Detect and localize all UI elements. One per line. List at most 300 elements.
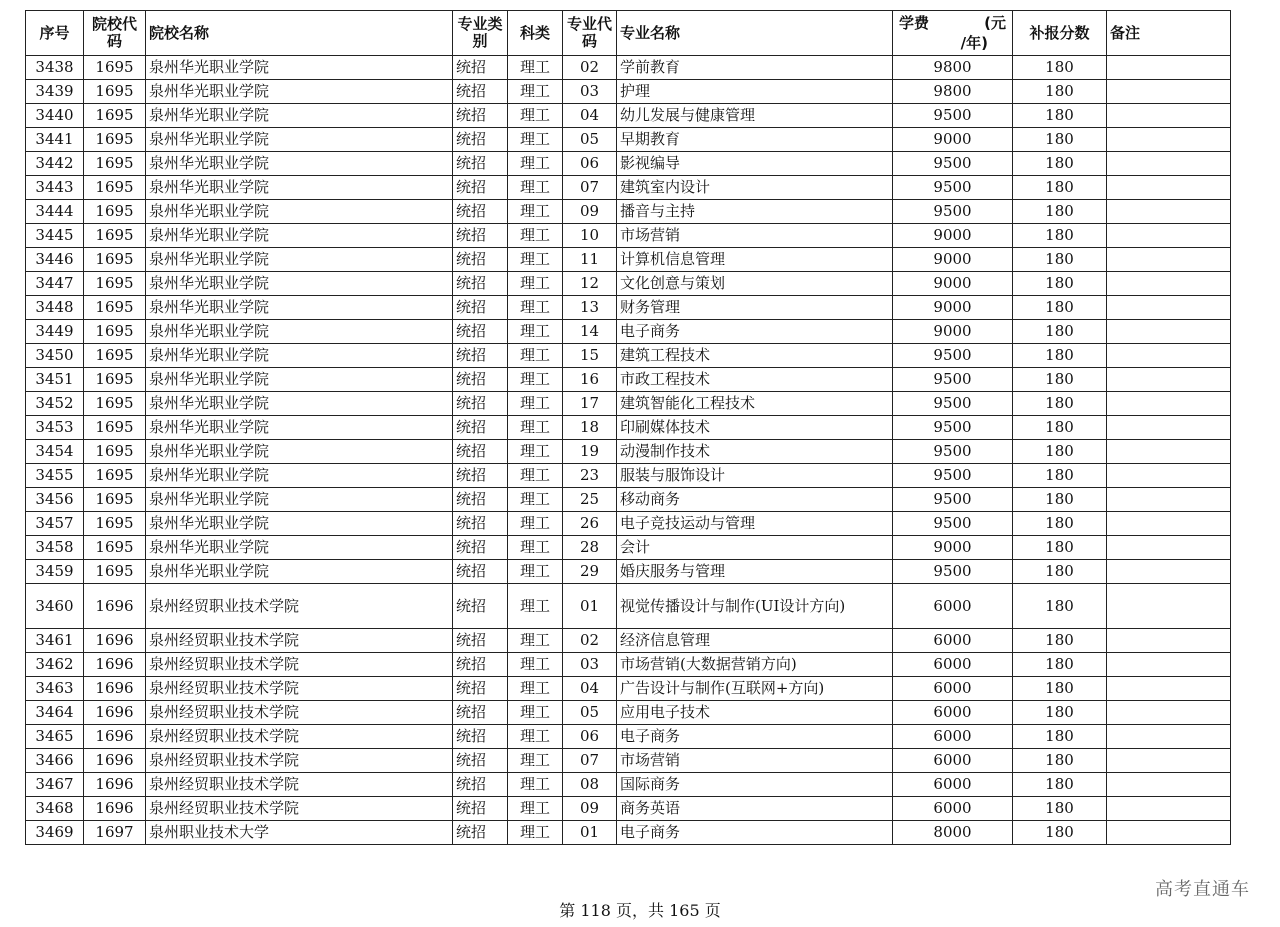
cell-remark: [1107, 488, 1231, 512]
cell-score: 180: [1013, 320, 1107, 344]
cell-subject: 理工: [508, 152, 563, 176]
cell-major-type: 统招: [453, 368, 508, 392]
cell-fee: 6000: [893, 797, 1013, 821]
cell-remark: [1107, 344, 1231, 368]
cell-major-code: 13: [563, 296, 617, 320]
cell-score: 180: [1013, 128, 1107, 152]
table-row: [26, 797, 1231, 821]
cell-major-code: 05: [563, 128, 617, 152]
cell-remark: [1107, 701, 1231, 725]
table-row: [26, 440, 1231, 464]
cell-major-name: 印刷媒体技术: [617, 416, 893, 440]
cell-remark: [1107, 248, 1231, 272]
cell-score: 180: [1013, 488, 1107, 512]
cell-fee: 9000: [893, 296, 1013, 320]
cell-major-type: 统招: [453, 584, 508, 629]
cell-school-code: 1696: [84, 629, 146, 653]
cell-fee: 9800: [893, 56, 1013, 80]
cell-major-code: 17: [563, 392, 617, 416]
cell-subject: 理工: [508, 344, 563, 368]
cell-fee: 9800: [893, 80, 1013, 104]
cell-subject: 理工: [508, 653, 563, 677]
cell-major-code: 23: [563, 464, 617, 488]
cell-school-name: 泉州华光职业学院: [146, 80, 453, 104]
cell-remark: [1107, 176, 1231, 200]
cell-major-code: 19: [563, 440, 617, 464]
cell-school-code: 1695: [84, 128, 146, 152]
cell-remark: [1107, 416, 1231, 440]
cell-seq: 3454: [26, 440, 84, 464]
cell-score: 180: [1013, 512, 1107, 536]
cell-fee: 9500: [893, 416, 1013, 440]
cell-major-type: 统招: [453, 56, 508, 80]
cell-major-name: 建筑智能化工程技术: [617, 392, 893, 416]
table-row: [26, 344, 1231, 368]
cell-score: 180: [1013, 104, 1107, 128]
table-row: [26, 725, 1231, 749]
table-row: [26, 416, 1231, 440]
cell-seq: 3441: [26, 128, 84, 152]
cell-school-code: 1695: [84, 560, 146, 584]
table-header-row: [26, 11, 1231, 56]
cell-score: 180: [1013, 344, 1107, 368]
cell-seq: 3453: [26, 416, 84, 440]
cell-seq: 3466: [26, 749, 84, 773]
cell-major-name: 幼儿发展与健康管理: [617, 104, 893, 128]
cell-major-type: 统招: [453, 224, 508, 248]
cell-school-name: 泉州经贸职业技术学院: [146, 653, 453, 677]
cell-school-name: 泉州华光职业学院: [146, 320, 453, 344]
cell-score: 180: [1013, 248, 1107, 272]
cell-fee: 9500: [893, 104, 1013, 128]
cell-school-code: 1695: [84, 248, 146, 272]
cell-major-name: 市场营销: [617, 749, 893, 773]
cell-major-code: 11: [563, 248, 617, 272]
cell-seq: 3465: [26, 725, 84, 749]
cell-seq: 3445: [26, 224, 84, 248]
cell-school-code: 1695: [84, 368, 146, 392]
cell-major-code: 16: [563, 368, 617, 392]
table-row: [26, 560, 1231, 584]
cell-major-type: 统招: [453, 821, 508, 845]
cell-remark: [1107, 821, 1231, 845]
cell-major-type: 统招: [453, 272, 508, 296]
cell-seq: 3450: [26, 344, 84, 368]
cell-major-name: 商务英语: [617, 797, 893, 821]
cell-subject: 理工: [508, 677, 563, 701]
cell-school-code: 1695: [84, 200, 146, 224]
cell-major-type: 统招: [453, 344, 508, 368]
cell-score: 180: [1013, 368, 1107, 392]
cell-school-code: 1695: [84, 296, 146, 320]
cell-fee: 9000: [893, 248, 1013, 272]
header-remark: 备注: [1107, 11, 1231, 56]
cell-subject: 理工: [508, 773, 563, 797]
admissions-table: [25, 10, 1231, 845]
table-row: [26, 272, 1231, 296]
cell-major-name: 学前教育: [617, 56, 893, 80]
cell-subject: 理工: [508, 701, 563, 725]
cell-subject: 理工: [508, 368, 563, 392]
cell-school-name: 泉州华光职业学院: [146, 416, 453, 440]
cell-subject: 理工: [508, 248, 563, 272]
cell-major-type: 统招: [453, 440, 508, 464]
cell-major-name: 服装与服饰设计: [617, 464, 893, 488]
table-row: [26, 296, 1231, 320]
cell-school-code: 1696: [84, 749, 146, 773]
cell-school-name: 泉州华光职业学院: [146, 56, 453, 80]
cell-school-name: 泉州华光职业学院: [146, 104, 453, 128]
cell-major-type: 统招: [453, 200, 508, 224]
cell-school-name: 泉州华光职业学院: [146, 224, 453, 248]
cell-major-name: 电子商务: [617, 320, 893, 344]
table-row: [26, 488, 1231, 512]
table-row: [26, 224, 1231, 248]
cell-subject: 理工: [508, 488, 563, 512]
cell-major-name: 电子商务: [617, 725, 893, 749]
cell-score: 180: [1013, 653, 1107, 677]
cell-remark: [1107, 512, 1231, 536]
cell-fee: 9500: [893, 560, 1013, 584]
cell-fee: 9500: [893, 344, 1013, 368]
cell-major-code: 26: [563, 512, 617, 536]
cell-major-type: 统招: [453, 629, 508, 653]
cell-school-name: 泉州经贸职业技术学院: [146, 701, 453, 725]
cell-seq: 3467: [26, 773, 84, 797]
cell-major-name: 影视编导: [617, 152, 893, 176]
cell-fee: 9500: [893, 488, 1013, 512]
cell-major-type: 统招: [453, 488, 508, 512]
cell-seq: 3461: [26, 629, 84, 653]
cell-school-code: 1695: [84, 320, 146, 344]
cell-score: 180: [1013, 749, 1107, 773]
cell-school-name: 泉州华光职业学院: [146, 368, 453, 392]
cell-major-name: 计算机信息管理: [617, 248, 893, 272]
table-row: [26, 80, 1231, 104]
cell-school-code: 1695: [84, 80, 146, 104]
cell-seq: 3443: [26, 176, 84, 200]
cell-subject: 理工: [508, 56, 563, 80]
header-fee-unit: (元: [984, 14, 1006, 32]
table-row: [26, 677, 1231, 701]
cell-fee: 9500: [893, 440, 1013, 464]
cell-score: 180: [1013, 80, 1107, 104]
cell-major-code: 02: [563, 629, 617, 653]
cell-major-code: 14: [563, 320, 617, 344]
cell-subject: 理工: [508, 224, 563, 248]
cell-score: 180: [1013, 560, 1107, 584]
cell-major-name: 会计: [617, 536, 893, 560]
cell-major-code: 04: [563, 677, 617, 701]
header-score: 补报分数: [1013, 11, 1107, 56]
cell-major-code: 28: [563, 536, 617, 560]
cell-school-name: 泉州经贸职业技术学院: [146, 677, 453, 701]
cell-seq: 3462: [26, 653, 84, 677]
cell-school-code: 1696: [84, 584, 146, 629]
cell-major-code: 29: [563, 560, 617, 584]
cell-major-type: 统招: [453, 653, 508, 677]
page-footer: 第 118 页，共 165 页: [559, 901, 721, 920]
cell-major-code: 15: [563, 344, 617, 368]
cell-seq: 3449: [26, 320, 84, 344]
header-seq: 序号: [26, 11, 84, 56]
cell-subject: 理工: [508, 320, 563, 344]
cell-seq: 3438: [26, 56, 84, 80]
cell-fee: 6000: [893, 653, 1013, 677]
cell-fee: 6000: [893, 701, 1013, 725]
cell-fee: 9500: [893, 152, 1013, 176]
cell-school-name: 泉州华光职业学院: [146, 272, 453, 296]
cell-major-type: 统招: [453, 104, 508, 128]
cell-school-code: 1696: [84, 677, 146, 701]
cell-remark: [1107, 653, 1231, 677]
cell-remark: [1107, 80, 1231, 104]
cell-score: 180: [1013, 200, 1107, 224]
table-row: [26, 512, 1231, 536]
cell-fee: 6000: [893, 725, 1013, 749]
cell-school-code: 1697: [84, 821, 146, 845]
cell-major-name: 国际商务: [617, 773, 893, 797]
cell-major-name: 移动商务: [617, 488, 893, 512]
cell-seq: 3458: [26, 536, 84, 560]
cell-school-name: 泉州华光职业学院: [146, 296, 453, 320]
cell-school-name: 泉州经贸职业技术学院: [146, 773, 453, 797]
cell-major-name: 电子商务: [617, 821, 893, 845]
header-major-type: 专业类别: [453, 11, 508, 56]
cell-remark: [1107, 152, 1231, 176]
cell-fee: 9000: [893, 224, 1013, 248]
cell-major-code: 25: [563, 488, 617, 512]
cell-subject: 理工: [508, 749, 563, 773]
cell-school-code: 1696: [84, 653, 146, 677]
cell-seq: 3455: [26, 464, 84, 488]
cell-school-code: 1695: [84, 440, 146, 464]
cell-seq: 3448: [26, 296, 84, 320]
cell-major-name: 市政工程技术: [617, 368, 893, 392]
cell-major-type: 统招: [453, 797, 508, 821]
cell-school-code: 1695: [84, 416, 146, 440]
table-row: [26, 701, 1231, 725]
cell-school-code: 1695: [84, 536, 146, 560]
cell-remark: [1107, 677, 1231, 701]
watermark: 高考直通车: [1155, 879, 1250, 900]
cell-major-name: 文化创意与策划: [617, 272, 893, 296]
table-row: [26, 56, 1231, 80]
cell-subject: 理工: [508, 416, 563, 440]
cell-subject: 理工: [508, 797, 563, 821]
cell-remark: [1107, 56, 1231, 80]
cell-school-code: 1695: [84, 56, 146, 80]
cell-remark: [1107, 128, 1231, 152]
cell-school-name: 泉州经贸职业技术学院: [146, 725, 453, 749]
cell-seq: 3439: [26, 80, 84, 104]
cell-remark: [1107, 749, 1231, 773]
cell-subject: 理工: [508, 104, 563, 128]
cell-major-type: 统招: [453, 512, 508, 536]
cell-school-name: 泉州华光职业学院: [146, 440, 453, 464]
cell-major-type: 统招: [453, 464, 508, 488]
cell-subject: 理工: [508, 296, 563, 320]
header-fee: [893, 11, 1013, 56]
table-row: [26, 248, 1231, 272]
cell-score: 180: [1013, 677, 1107, 701]
cell-score: 180: [1013, 773, 1107, 797]
cell-major-code: 12: [563, 272, 617, 296]
cell-major-type: 统招: [453, 773, 508, 797]
cell-remark: [1107, 296, 1231, 320]
cell-school-name: 泉州华光职业学院: [146, 392, 453, 416]
cell-school-name: 泉州华光职业学院: [146, 152, 453, 176]
cell-major-code: 10: [563, 224, 617, 248]
cell-fee: 9000: [893, 320, 1013, 344]
cell-major-type: 统招: [453, 701, 508, 725]
table-row: [26, 176, 1231, 200]
cell-score: 180: [1013, 629, 1107, 653]
cell-school-name: 泉州华光职业学院: [146, 488, 453, 512]
cell-subject: 理工: [508, 629, 563, 653]
cell-score: 180: [1013, 392, 1107, 416]
cell-major-type: 统招: [453, 392, 508, 416]
table-row: [26, 749, 1231, 773]
cell-school-code: 1696: [84, 797, 146, 821]
table-row: [26, 320, 1231, 344]
cell-remark: [1107, 725, 1231, 749]
header-school-name: 院校名称: [146, 11, 453, 56]
cell-school-name: 泉州华光职业学院: [146, 560, 453, 584]
cell-remark: [1107, 584, 1231, 629]
cell-score: 180: [1013, 821, 1107, 845]
table-row: [26, 629, 1231, 653]
cell-seq: 3469: [26, 821, 84, 845]
cell-school-code: 1696: [84, 773, 146, 797]
cell-major-name: 建筑室内设计: [617, 176, 893, 200]
cell-school-name: 泉州职业技术大学: [146, 821, 453, 845]
cell-score: 180: [1013, 584, 1107, 629]
cell-seq: 3464: [26, 701, 84, 725]
cell-seq: 3447: [26, 272, 84, 296]
cell-subject: 理工: [508, 272, 563, 296]
cell-major-code: 09: [563, 797, 617, 821]
cell-major-type: 统招: [453, 296, 508, 320]
cell-fee: 9500: [893, 464, 1013, 488]
cell-school-code: 1695: [84, 488, 146, 512]
table-row: [26, 773, 1231, 797]
cell-school-code: 1696: [84, 701, 146, 725]
cell-score: 180: [1013, 416, 1107, 440]
cell-school-code: 1695: [84, 152, 146, 176]
table-row: [26, 152, 1231, 176]
cell-school-name: 泉州华光职业学院: [146, 176, 453, 200]
cell-fee: 9000: [893, 272, 1013, 296]
cell-seq: 3444: [26, 200, 84, 224]
cell-school-name: 泉州华光职业学院: [146, 512, 453, 536]
cell-score: 180: [1013, 464, 1107, 488]
cell-major-name: 护理: [617, 80, 893, 104]
header-fee-label: 学费: [899, 14, 930, 32]
cell-major-code: 06: [563, 725, 617, 749]
cell-major-code: 01: [563, 821, 617, 845]
cell-subject: 理工: [508, 464, 563, 488]
cell-seq: 3460: [26, 584, 84, 629]
cell-seq: 3451: [26, 368, 84, 392]
cell-school-name: 泉州经贸职业技术学院: [146, 584, 453, 629]
cell-major-type: 统招: [453, 560, 508, 584]
cell-remark: [1107, 773, 1231, 797]
cell-school-name: 泉州华光职业学院: [146, 128, 453, 152]
cell-major-code: 03: [563, 653, 617, 677]
table-row: [26, 368, 1231, 392]
cell-seq: 3456: [26, 488, 84, 512]
cell-subject: 理工: [508, 200, 563, 224]
cell-subject: 理工: [508, 512, 563, 536]
cell-school-name: 泉州经贸职业技术学院: [146, 629, 453, 653]
cell-seq: 3459: [26, 560, 84, 584]
cell-fee: 6000: [893, 584, 1013, 629]
cell-score: 180: [1013, 536, 1107, 560]
cell-subject: 理工: [508, 80, 563, 104]
cell-school-code: 1695: [84, 344, 146, 368]
cell-major-type: 统招: [453, 320, 508, 344]
cell-fee: 9500: [893, 200, 1013, 224]
cell-remark: [1107, 224, 1231, 248]
cell-score: 180: [1013, 176, 1107, 200]
cell-major-code: 06: [563, 152, 617, 176]
cell-remark: [1107, 797, 1231, 821]
cell-remark: [1107, 536, 1231, 560]
cell-school-name: 泉州华光职业学院: [146, 200, 453, 224]
cell-fee: 9500: [893, 176, 1013, 200]
cell-major-code: 08: [563, 773, 617, 797]
cell-major-name: 建筑工程技术: [617, 344, 893, 368]
cell-school-name: 泉州华光职业学院: [146, 344, 453, 368]
cell-major-type: 统招: [453, 677, 508, 701]
cell-remark: [1107, 368, 1231, 392]
cell-major-code: 04: [563, 104, 617, 128]
cell-major-name: 广告设计与制作(互联网+方向): [617, 677, 893, 701]
cell-remark: [1107, 440, 1231, 464]
cell-subject: 理工: [508, 821, 563, 845]
cell-major-type: 统招: [453, 128, 508, 152]
cell-seq: 3442: [26, 152, 84, 176]
cell-remark: [1107, 560, 1231, 584]
cell-major-name: 早期教育: [617, 128, 893, 152]
cell-major-name: 市场营销(大数据营销方向): [617, 653, 893, 677]
cell-score: 180: [1013, 152, 1107, 176]
cell-major-name: 市场营销: [617, 224, 893, 248]
cell-score: 180: [1013, 797, 1107, 821]
cell-school-name: 泉州华光职业学院: [146, 464, 453, 488]
cell-major-name: 财务管理: [617, 296, 893, 320]
cell-major-name: 经济信息管理: [617, 629, 893, 653]
cell-subject: 理工: [508, 560, 563, 584]
cell-major-code: 07: [563, 176, 617, 200]
table-row: [26, 392, 1231, 416]
cell-fee: 9500: [893, 392, 1013, 416]
cell-remark: [1107, 320, 1231, 344]
cell-fee: 9000: [893, 536, 1013, 560]
cell-major-code: 07: [563, 749, 617, 773]
cell-major-name: 动漫制作技术: [617, 440, 893, 464]
cell-fee: 6000: [893, 749, 1013, 773]
cell-major-type: 统招: [453, 80, 508, 104]
cell-school-name: 泉州经贸职业技术学院: [146, 797, 453, 821]
table-row: [26, 200, 1231, 224]
table-row: [26, 536, 1231, 560]
cell-major-code: 05: [563, 701, 617, 725]
cell-fee: 8000: [893, 821, 1013, 845]
cell-fee: 9500: [893, 368, 1013, 392]
cell-school-code: 1695: [84, 104, 146, 128]
